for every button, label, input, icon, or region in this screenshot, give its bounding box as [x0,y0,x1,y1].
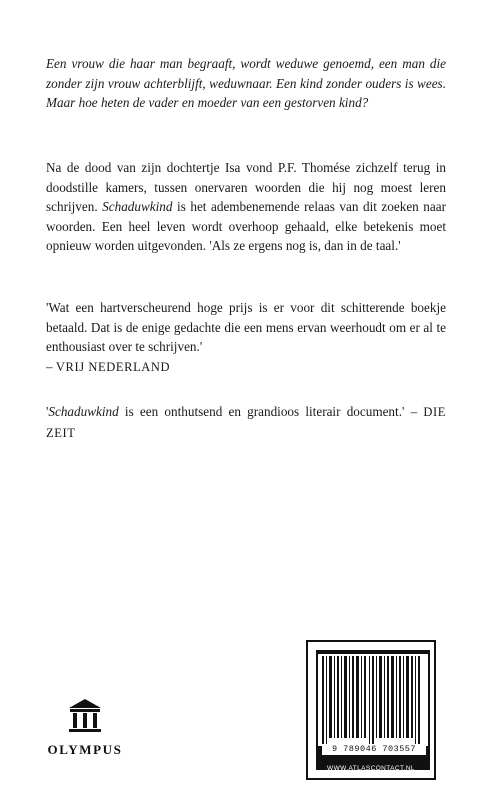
review-quote-1-text: 'Wat een hartverscheurend hoge prijs is er voor dit schitterende boekje betaald. Dat is de enige gedachte die een mens ervan weerhoudt om er al te enthousiast over te schrijven.' [46,300,446,354]
publisher-logo [40,698,130,768]
barcode-panel [306,640,436,780]
review-quote-2-title: Schaduwkind [48,404,119,419]
description-text-1: Na de dood van zijn dochtertje Isa vond P.F. Thomése zichzelf terug in doodstille kamers, tussen onervaren woorden die hij nog moest leren schrijven. [46,160,446,214]
barcode-icon [318,654,428,746]
publisher-name: OLYMPUS [47,742,123,757]
review-quote-1 [46,298,446,377]
description-text-2: is het adembenemende relaas van dit zoeken naar woorden. Een heel leven wordt overhoop gehaald, elke betekenis moet opnieuw worden uitgevonden. 'Als ze ergens nog is, dan in de taal.' [46,199,446,253]
intro-paragraph [46,54,446,113]
temple-icon [67,698,103,736]
review-quote-2-source: DIE ZEIT [46,405,447,440]
review-quote-2-text: is een onthutsend en grandioos literair document.' [118,404,405,419]
isbn-digits: 9 789046 703557 [322,744,426,755]
publisher-url: WWW.ATLASCONTACT.NL [327,765,415,772]
intro-text: Een vrouw die haar man begraaft, wordt weduwe genoemd, een man die zonder zijn vrouw achterblijft, weduwnaar. Een kind zonder ouders is wees. Maar hoe heten de vader en moeder van een gestorven kind? [46,56,446,110]
review-quote-1-source: – VRIJ NEDERLAND [46,358,171,374]
description-paragraph [46,158,446,256]
book-title: Schaduwkind [102,199,173,214]
review-quote-2: 'Schaduwkind is een onthutsend en grandioos literair document.' – DIE ZEIT [46,404,447,440]
